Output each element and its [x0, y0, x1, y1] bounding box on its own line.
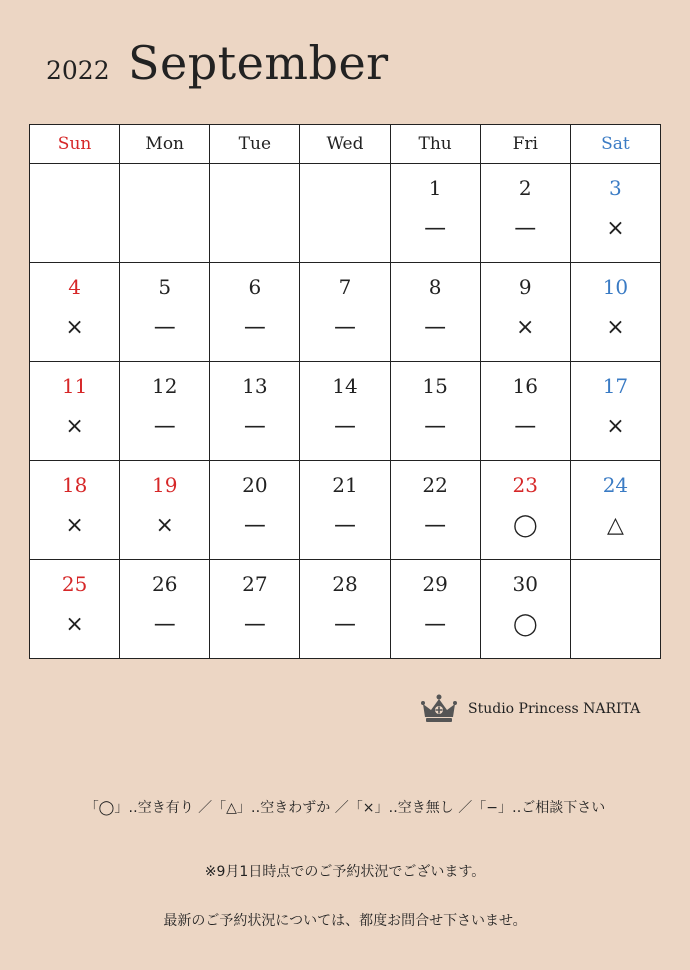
day-number: 5 [158, 275, 172, 299]
calendar-day-cell [210, 362, 300, 461]
calendar-day-cell [570, 560, 660, 659]
availability-mark: — [243, 315, 266, 340]
calendar-day-cell [210, 560, 300, 659]
availability-mark: — [514, 414, 537, 439]
weekday-fri: Fri [480, 125, 570, 164]
date-note: ※9月1日時点でのご予約状況でございます。 [204, 864, 486, 880]
calendar-day-cell [390, 263, 480, 362]
availability-mark: — [243, 414, 266, 439]
weekday-mon: Mon [120, 125, 210, 164]
calendar-day-cell [30, 362, 120, 461]
calendar-day-cell [30, 560, 120, 659]
calendar-day-cell [480, 560, 570, 659]
availability-mark: — [333, 513, 356, 538]
studio-name: Studio Princess NARITA [468, 701, 641, 717]
calendar-day-cell [30, 263, 120, 362]
day-number: 23 [512, 473, 538, 497]
calendar-grid [29, 124, 661, 659]
calendar-month: September [128, 36, 389, 90]
weekday-tue: Tue [210, 125, 300, 164]
day-number: 16 [512, 374, 538, 398]
availability-mark: — [153, 612, 176, 637]
day-number: 27 [242, 572, 268, 596]
day-number: 13 [242, 374, 268, 398]
day-number: 12 [151, 374, 178, 398]
availability-mark: — [333, 612, 356, 637]
day-number: 26 [151, 572, 178, 596]
calendar-day-cell [480, 263, 570, 362]
availability-mark: — [514, 216, 537, 241]
calendar-day-cell [120, 263, 210, 362]
day-number: 21 [332, 473, 358, 497]
day-number: 22 [422, 473, 448, 497]
calendar-day-cell [300, 560, 390, 659]
calendar-day-cell [300, 362, 390, 461]
availability-mark: × [606, 414, 625, 439]
day-number: 24 [602, 473, 629, 497]
day-number: 9 [518, 275, 532, 299]
day-number: 7 [338, 275, 352, 299]
calendar-week-row [30, 560, 661, 659]
day-number: 2 [518, 176, 532, 200]
calendar-week-row [30, 164, 661, 263]
day-number: 15 [422, 374, 448, 398]
contact-note: 最新のご予約状況については、都度お問合せ下さいませ。 [163, 913, 527, 929]
day-number [571, 572, 660, 598]
day-number: 25 [61, 572, 88, 596]
day-number: 11 [61, 374, 88, 398]
calendar-week-row [30, 362, 661, 461]
studio-brand [421, 693, 640, 725]
calendar-day-cell [30, 461, 120, 560]
weekday-wed: Wed [300, 125, 390, 164]
availability-mark: — [243, 513, 266, 538]
calendar-day-cell [570, 164, 660, 263]
day-number: 10 [602, 275, 629, 299]
calendar-day-cell [570, 461, 660, 560]
calendar-day-cell [300, 461, 390, 560]
availability-mark: — [243, 612, 266, 637]
day-number [120, 176, 209, 202]
weekday-sun: Sun [30, 125, 120, 164]
calendar-day-cell [570, 263, 660, 362]
availability-mark: ◯ [512, 612, 538, 637]
calendar-day-cell [390, 461, 480, 560]
availability-mark: × [516, 315, 535, 340]
calendar-day-cell [300, 164, 390, 263]
day-number: 17 [602, 374, 629, 398]
availability-mark: — [424, 315, 447, 340]
day-number: 28 [332, 572, 358, 596]
crown-icon [421, 693, 457, 725]
calendar-day-cell [390, 164, 480, 263]
availability-mark: × [65, 315, 84, 340]
day-number [300, 176, 389, 202]
calendar-day-cell [120, 164, 210, 263]
availability-legend: 「◯」‥空き有り ／「△」‥空きわずか ／「×」‥空き無し ／「−」‥ご相談下さい [84, 800, 606, 816]
day-number: 30 [512, 572, 538, 596]
day-number: 29 [422, 572, 448, 596]
day-number: 3 [609, 176, 622, 200]
calendar-day-cell [120, 461, 210, 560]
calendar-day-cell [120, 560, 210, 659]
day-number: 14 [332, 374, 358, 398]
availability-mark: — [424, 414, 447, 439]
day-number: 8 [428, 275, 442, 299]
calendar-day-cell [570, 362, 660, 461]
calendar-day-cell [210, 461, 300, 560]
availability-mark: — [153, 315, 176, 340]
availability-mark: × [65, 612, 84, 637]
calendar-year: 2022 [46, 56, 110, 85]
calendar-day-cell [30, 164, 120, 263]
calendar-day-cell [210, 164, 300, 263]
calendar-week-row [30, 263, 661, 362]
availability-mark: × [65, 414, 84, 439]
availability-mark: — [333, 414, 356, 439]
availability-mark: × [606, 216, 625, 241]
weekday-thu: Thu [390, 125, 480, 164]
availability-mark: — [333, 315, 356, 340]
availability-mark: × [606, 315, 625, 340]
day-number [210, 176, 299, 202]
availability-mark: — [424, 612, 447, 637]
weekday-header-row [30, 125, 661, 164]
calendar-day-cell [390, 362, 480, 461]
calendar-day-cell [480, 461, 570, 560]
day-number: 18 [61, 473, 88, 497]
availability-mark: — [153, 414, 176, 439]
availability-mark: × [65, 513, 84, 538]
calendar-day-cell [210, 263, 300, 362]
availability-mark: ◯ [512, 513, 538, 538]
availability-mark: △ [606, 513, 624, 538]
calendar-day-cell [390, 560, 480, 659]
calendar-week-row [30, 461, 661, 560]
day-number [30, 176, 119, 202]
day-number: 1 [428, 176, 442, 200]
calendar-day-cell [120, 362, 210, 461]
calendar-day-cell [480, 362, 570, 461]
availability-mark: × [155, 513, 174, 538]
availability-mark: — [424, 216, 447, 241]
day-number: 6 [248, 275, 262, 299]
calendar-day-cell [300, 263, 390, 362]
day-number: 20 [242, 473, 268, 497]
day-number: 19 [151, 473, 178, 497]
calendar-day-cell [480, 164, 570, 263]
weekday-sat: Sat [570, 125, 660, 164]
day-number: 4 [68, 275, 81, 299]
availability-mark: — [424, 513, 447, 538]
